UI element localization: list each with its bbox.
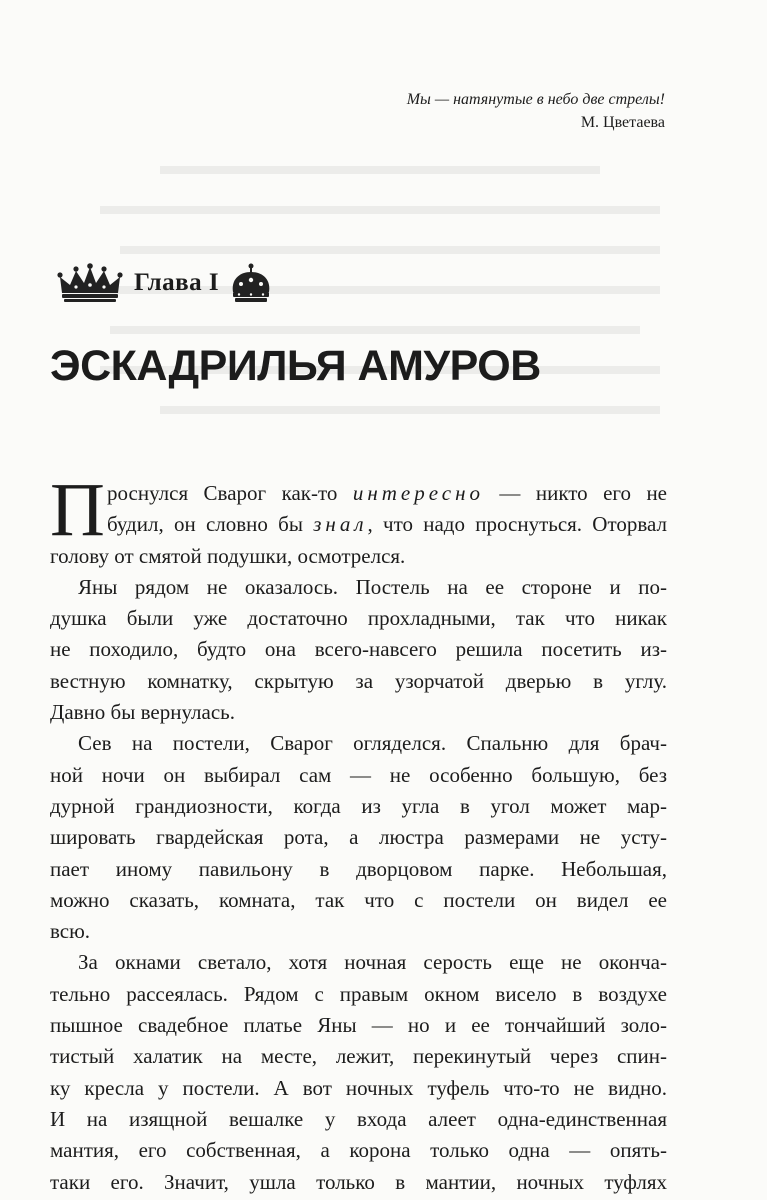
- text-line: не походило, будто она всего-навсего решила посетить из-: [50, 637, 667, 662]
- text-line: пышное свадебное платье Яны — но и ее тончайший золо-: [50, 1013, 667, 1038]
- text-line: тельно рассеялась. Рядом с правым окном висело в воздухе: [50, 981, 667, 1006]
- crown-icon: [56, 263, 124, 303]
- text-line: можно сказать, комната, так что с постели он видел ее: [50, 887, 667, 912]
- text-line: пает иному павильону в дворцовом парке. Небольшая,: [50, 856, 667, 881]
- text-line: дурной грандиозности, когда из угла в угол может мар-: [50, 793, 667, 818]
- text-line: голову от смятой подушки, осмотрелся.: [50, 543, 406, 568]
- text-line: тистый халатик на месте, лежит, перекинутый через спин-: [50, 1044, 667, 1069]
- epigraph: [407, 88, 665, 134]
- text-line: душка были уже достаточно прохладными, так что никак: [50, 606, 667, 631]
- text-fragment: , что надо проснуться. Оторвал: [367, 512, 667, 537]
- chapter-heading: [56, 262, 273, 304]
- text-fragment: — никто его не: [484, 481, 668, 505]
- emphasized-word: знал: [313, 512, 368, 537]
- text-line: мантия, его собственная, а корона только одна — опять-: [50, 1138, 667, 1163]
- emphasized-word: интересно: [352, 481, 484, 505]
- text-line: И на изящной вешалке у входа алеет одна-единственная: [50, 1106, 667, 1131]
- chapter-label: Глава I: [134, 269, 220, 296]
- epigraph-quote: Мы — натянутые в небо две стрелы!: [406, 91, 665, 108]
- text-line: вестную комнатку, скрытую за узорчатой дверью в углу.: [50, 668, 667, 693]
- text-fragment: будил, он словно бы: [107, 512, 314, 537]
- text-line: [50, 478, 667, 509]
- text-line: [50, 509, 667, 540]
- text-line: таки его. Значит, ушла только в мантии, ночных туфлях: [50, 1169, 667, 1194]
- drop-cap: П: [50, 468, 105, 552]
- text-fragment: роснулся Сварог как-то: [107, 481, 353, 505]
- text-line: За окнами светало, хотя ночная серость еще не оконча-: [78, 950, 667, 975]
- text-line: ной ночи он выбирал сам — не особенно большую, без: [50, 762, 667, 787]
- epigraph-author: М. Цветаева: [580, 114, 665, 131]
- text-line: шировать гвардейская рота, а люстра размерами не усту-: [50, 825, 667, 850]
- text-line: Яны рядом не оказалось. Постель на ее стороне и по-: [78, 574, 667, 599]
- text-line: Сев на постели, Сварог огляделся. Спальню для брач-: [78, 731, 667, 756]
- text-line: Давно бы вернулась.: [50, 700, 235, 725]
- text-line: всю.: [50, 919, 91, 944]
- chapter-text: [50, 468, 668, 1198]
- royal-crown-icon: [229, 262, 273, 304]
- text-line: ку кресла у постели. А вот ночных туфель что-то не видно.: [50, 1075, 667, 1100]
- chapter-title: ЭСКАДРИЛЬЯ АМУРОВ: [50, 342, 541, 390]
